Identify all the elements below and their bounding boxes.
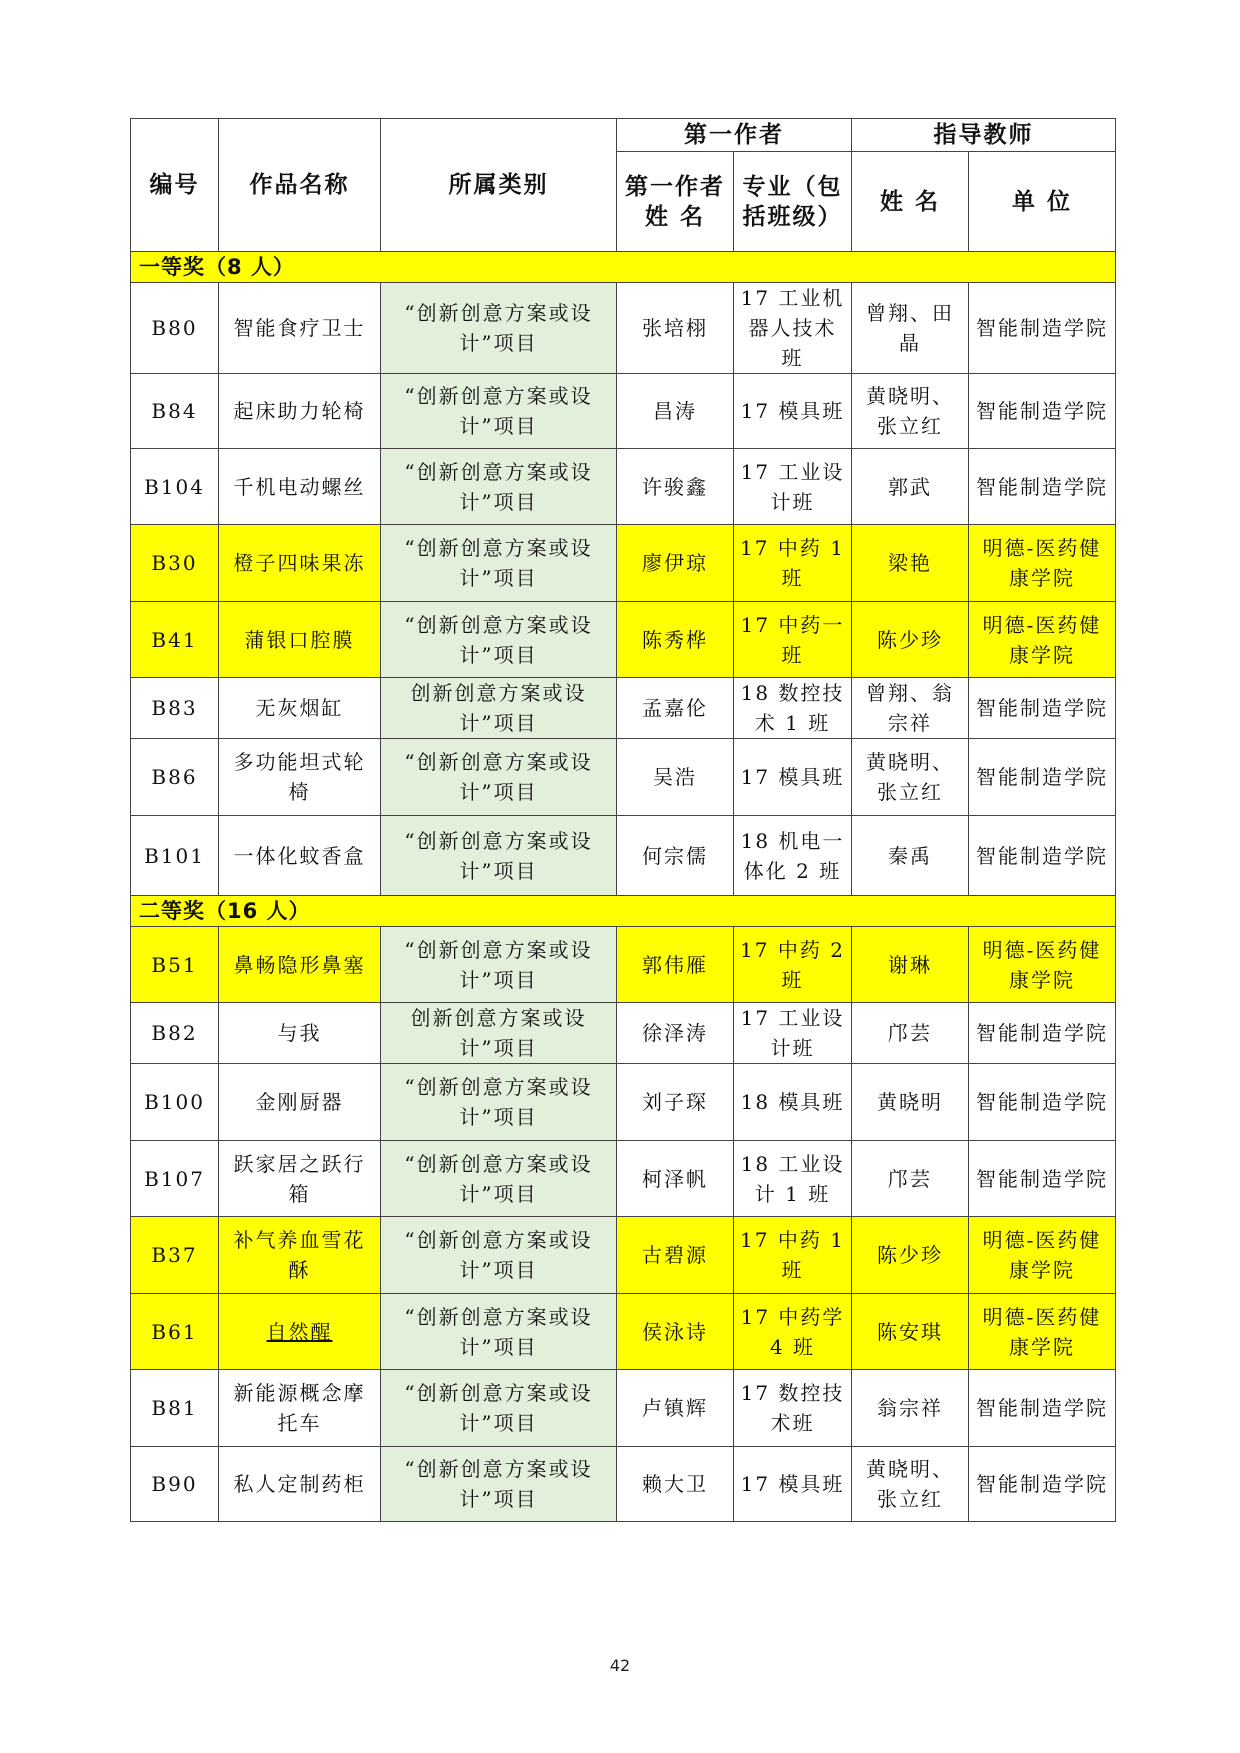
cell-author-text: 古碧源 (642, 1243, 708, 1267)
cell-work-name-text: 鼻畅隐形鼻塞 (233, 952, 366, 977)
cell-category-text: “创新创意方案或设计”项目 (404, 1228, 593, 1282)
cell-advisor (852, 1370, 969, 1447)
cell-advisor (852, 1141, 969, 1217)
cell-code-text: B41 (151, 627, 198, 652)
cell-major-text: 17 中药一班 (740, 612, 845, 667)
cell-author (617, 283, 734, 374)
cell-advisor (852, 602, 969, 678)
cell-code (131, 1294, 219, 1370)
section-label: 一等奖（8 人） (131, 252, 1116, 283)
cell-advisor (852, 1064, 969, 1141)
cell-category-text: “创新创意方案或设计”项目 (404, 937, 593, 992)
cell-category (381, 1370, 617, 1447)
cell-work-name-text: 蒲银口腔膜 (244, 627, 355, 652)
cell-author-text: 何宗儒 (642, 843, 708, 868)
cell-advisor-text: 陈安琪 (877, 1319, 943, 1344)
cell-advisor-text: 翁宗祥 (877, 1396, 943, 1420)
cell-unit-text: 明德-医药健康学院 (982, 536, 1102, 590)
cell-work-name (219, 1141, 381, 1217)
cell-author-text: 侯泳诗 (642, 1319, 708, 1344)
cell-advisor-text: 陈少珍 (877, 627, 943, 652)
cell-work-name (219, 1217, 381, 1294)
cell-category-text: “创新创意方案或设计”项目 (404, 301, 593, 355)
cell-author (617, 1141, 734, 1217)
cell-unit-text: 智能制造学院 (976, 474, 1108, 499)
cell-code-text: B80 (151, 316, 198, 340)
cell-code-text: B104 (144, 474, 205, 499)
cell-major (734, 927, 852, 1003)
cell-category-text: “创新创意方案或设计”项目 (404, 612, 593, 667)
cell-author (617, 678, 734, 739)
cell-major (734, 1447, 852, 1522)
cell-work-name (219, 374, 381, 449)
table-row (131, 449, 1116, 525)
cell-unit (969, 1294, 1116, 1370)
cell-category (381, 1294, 617, 1370)
cell-unit (969, 374, 1116, 449)
cell-unit-text: 智能制造学院 (976, 399, 1108, 423)
cell-category (381, 739, 617, 816)
cell-category (381, 602, 617, 678)
cell-work-name (219, 1447, 381, 1522)
table-header (131, 119, 1116, 252)
table-row (131, 1217, 1116, 1294)
cell-code-text: B61 (151, 1319, 198, 1344)
cell-work-name-text: 私人定制药柜 (233, 1472, 366, 1496)
header-unit: 单 位 (969, 152, 1116, 252)
cell-category-text: “创新创意方案或设计”项目 (404, 1075, 593, 1129)
cell-author-text: 刘子琛 (642, 1090, 708, 1114)
cell-category-text: “创新创意方案或设计”项目 (404, 536, 593, 590)
table-row (131, 1370, 1116, 1447)
cell-major-text: 17 工业设计班 (740, 459, 845, 514)
cell-work-name-text: 补气养血雪花酥 (233, 1228, 366, 1282)
cell-major (734, 739, 852, 816)
cell-advisor (852, 449, 969, 525)
cell-code-text: B30 (151, 551, 198, 575)
cell-work-name (219, 602, 381, 678)
cell-advisor (852, 739, 969, 816)
cell-code-text: B83 (151, 696, 198, 720)
cell-advisor-text: 黄晓明 (877, 1090, 943, 1114)
cell-advisor-text: 陈少珍 (877, 1243, 943, 1267)
table-row (131, 1447, 1116, 1522)
table-body (131, 252, 1116, 1522)
cell-unit-text: 智能制造学院 (976, 1021, 1108, 1045)
cell-unit (969, 1447, 1116, 1522)
cell-work-name-text: 多功能坦式轮椅 (233, 750, 366, 804)
cell-advisor-text: 梁艳 (888, 551, 932, 575)
cell-unit-text: 明德-医药健康学院 (982, 1304, 1102, 1359)
cell-unit-text: 智能制造学院 (976, 1396, 1108, 1420)
cell-author-text: 卢镇辉 (642, 1396, 708, 1420)
table-row (131, 525, 1116, 602)
cell-advisor (852, 374, 969, 449)
cell-major-text: 18 机电一体化 2 班 (740, 828, 845, 883)
cell-work-name-text: 起床助力轮椅 (233, 399, 366, 423)
cell-author-text: 郭伟雁 (642, 952, 708, 977)
table-row (131, 1064, 1116, 1141)
cell-unit (969, 927, 1116, 1003)
cell-unit (969, 525, 1116, 602)
cell-work-name-text: 金刚厨器 (255, 1090, 344, 1114)
cell-major (734, 678, 852, 739)
cell-major (734, 1370, 852, 1447)
cell-author-text: 陈秀桦 (642, 627, 708, 652)
cell-major-text: 17 工业设计班 (740, 1006, 845, 1060)
cell-major-text: 17 工业机器人技术班 (740, 286, 845, 370)
cell-author-text: 孟嘉伦 (642, 696, 708, 720)
table-row (131, 1003, 1116, 1064)
cell-advisor (852, 1447, 969, 1522)
cell-advisor-text: 邝芸 (888, 1021, 932, 1045)
cell-unit (969, 1064, 1116, 1141)
cell-major (734, 1064, 852, 1141)
cell-author (617, 739, 734, 816)
cell-author (617, 816, 734, 896)
cell-work-name-text: 跃家居之跃行箱 (233, 1151, 366, 1206)
cell-advisor (852, 927, 969, 1003)
cell-major-text: 18 模具班 (740, 1090, 845, 1114)
cell-work-name-text: 无灰烟缸 (255, 696, 344, 720)
cell-code (131, 374, 219, 449)
table-row (131, 374, 1116, 449)
cell-major (734, 1217, 852, 1294)
cell-advisor (852, 1217, 969, 1294)
cell-category (381, 678, 617, 739)
header-advisor: 指导教师 (852, 119, 1116, 152)
cell-work-name (219, 1003, 381, 1064)
cell-category (381, 1217, 617, 1294)
table-row (131, 816, 1116, 896)
cell-category (381, 1064, 617, 1141)
header-code: 编号 (131, 119, 219, 252)
cell-unit-text: 智能制造学院 (976, 696, 1108, 720)
cell-code (131, 739, 219, 816)
cell-unit (969, 1217, 1116, 1294)
cell-work-name-text: 新能源概念摩托车 (233, 1381, 366, 1435)
cell-code (131, 525, 219, 602)
cell-category (381, 525, 617, 602)
table-row (131, 678, 1116, 739)
cell-unit-text: 明德-医药健康学院 (982, 937, 1102, 992)
cell-unit (969, 816, 1116, 896)
cell-unit (969, 1370, 1116, 1447)
cell-category-text: “创新创意方案或设计”项目 (404, 459, 593, 514)
cell-major-text: 17 模具班 (740, 1472, 845, 1496)
cell-major (734, 816, 852, 896)
awards-table (130, 118, 1116, 1522)
cell-unit-text: 明德-医药健康学院 (982, 612, 1102, 667)
cell-work-name-text: 一体化蚊香盒 (233, 843, 366, 868)
cell-major (734, 374, 852, 449)
cell-author (617, 1447, 734, 1522)
cell-advisor (852, 1294, 969, 1370)
cell-major-text: 18 数控技术 1 班 (740, 681, 845, 735)
cell-category (381, 927, 617, 1003)
cell-advisor (852, 525, 969, 602)
cell-category (381, 1003, 617, 1064)
cell-category (381, 374, 617, 449)
cell-work-name (219, 1064, 381, 1141)
cell-work-name-text: 千机电动螺丝 (233, 474, 366, 499)
cell-major-text: 17 模具班 (740, 765, 845, 789)
cell-author (617, 1003, 734, 1064)
cell-author-text: 徐泽涛 (642, 1021, 708, 1045)
cell-unit (969, 283, 1116, 374)
table-row (131, 739, 1116, 816)
header-name: 作品名称 (219, 119, 381, 252)
cell-code-text: B51 (151, 952, 198, 977)
cell-work-name (219, 739, 381, 816)
cell-category-text: 创新创意方案或设计”项目 (410, 1006, 587, 1060)
cell-major (734, 525, 852, 602)
cell-advisor-text: 秦禹 (888, 843, 932, 868)
cell-unit (969, 1003, 1116, 1064)
table-row (131, 283, 1116, 374)
cell-code-text: B100 (144, 1090, 205, 1114)
cell-code-text: B37 (151, 1243, 198, 1267)
cell-unit-text: 智能制造学院 (976, 1166, 1108, 1191)
cell-category-text: “创新创意方案或设计”项目 (404, 1457, 593, 1511)
cell-author-text: 昌涛 (653, 399, 697, 423)
cell-category-text: “创新创意方案或设计”项目 (404, 384, 593, 438)
cell-category-text: “创新创意方案或设计”项目 (404, 1304, 593, 1359)
cell-major-text: 17 中药 1 班 (740, 1228, 845, 1282)
cell-category (381, 283, 617, 374)
cell-work-name-text: 与我 (277, 1021, 322, 1045)
cell-work-name-text: 智能食疗卫士 (233, 316, 366, 340)
cell-major (734, 602, 852, 678)
cell-author (617, 449, 734, 525)
cell-major-text: 18 工业设计 1 班 (740, 1151, 845, 1206)
cell-author (617, 1064, 734, 1141)
section-row (131, 252, 1116, 283)
cell-code (131, 1003, 219, 1064)
cell-advisor (852, 1003, 969, 1064)
page-number: 42 (609, 1656, 631, 1675)
cell-author (617, 374, 734, 449)
cell-work-name (219, 449, 381, 525)
cell-advisor-text: 黄晓明、张立红 (866, 384, 954, 438)
cell-author-text: 吴浩 (653, 765, 697, 789)
cell-advisor (852, 678, 969, 739)
cell-unit (969, 602, 1116, 678)
cell-unit-text: 智能制造学院 (976, 765, 1108, 789)
cell-major (734, 1141, 852, 1217)
section-row (131, 896, 1116, 927)
cell-author (617, 1370, 734, 1447)
cell-code-text: B90 (151, 1472, 198, 1496)
cell-major-text: 17 数控技术班 (740, 1381, 845, 1435)
cell-code (131, 1447, 219, 1522)
cell-major-text: 17 模具班 (740, 399, 845, 423)
cell-code-text: B84 (151, 399, 198, 423)
cell-category (381, 1447, 617, 1522)
cell-code (131, 449, 219, 525)
cell-major (734, 1003, 852, 1064)
cell-author (617, 1217, 734, 1294)
table-row (131, 1141, 1116, 1217)
cell-unit (969, 739, 1116, 816)
cell-code (131, 283, 219, 374)
cell-work-name (219, 1294, 381, 1370)
cell-work-name (219, 678, 381, 739)
cell-unit (969, 678, 1116, 739)
table-row (131, 602, 1116, 678)
cell-author (617, 602, 734, 678)
cell-code (131, 1217, 219, 1294)
cell-category-text: “创新创意方案或设计”项目 (404, 1381, 593, 1435)
cell-work-name (219, 927, 381, 1003)
cell-unit-text: 智能制造学院 (976, 316, 1108, 340)
cell-major (734, 283, 852, 374)
cell-author (617, 525, 734, 602)
cell-work-name (219, 525, 381, 602)
cell-work-name (219, 1370, 381, 1447)
cell-author (617, 1294, 734, 1370)
cell-code-text: B107 (144, 1166, 205, 1191)
cell-advisor-text: 邝芸 (888, 1166, 932, 1191)
header-category: 所属类别 (381, 119, 617, 252)
cell-advisor-text: 曾翔、翁宗祥 (866, 681, 954, 735)
cell-advisor (852, 816, 969, 896)
cell-code-text: B86 (151, 765, 198, 789)
cell-category-text: 创新创意方案或设计”项目 (410, 681, 587, 735)
cell-work-name-text: 自然醒 (266, 1319, 333, 1344)
section-label: 二等奖（16 人） (131, 896, 1116, 927)
cell-category (381, 816, 617, 896)
cell-code (131, 1370, 219, 1447)
cell-unit-text: 智能制造学院 (976, 843, 1108, 868)
cell-major-text: 17 中药 1 班 (740, 536, 845, 590)
cell-author-text: 赖大卫 (642, 1472, 708, 1496)
cell-code (131, 602, 219, 678)
cell-code (131, 816, 219, 896)
header-major: 专业（包括班级） (734, 152, 852, 252)
cell-unit (969, 449, 1116, 525)
cell-unit (969, 1141, 1116, 1217)
cell-major-text: 17 中药 2 班 (740, 937, 845, 992)
cell-author-text: 柯泽帆 (642, 1166, 708, 1191)
cell-work-name (219, 816, 381, 896)
cell-advisor-text: 曾翔、田晶 (866, 301, 954, 355)
cell-unit-text: 智能制造学院 (976, 1472, 1108, 1496)
cell-advisor-text: 谢琳 (888, 952, 932, 977)
cell-major (734, 449, 852, 525)
cell-author-text: 许骏鑫 (642, 474, 708, 499)
cell-advisor (852, 283, 969, 374)
cell-work-name-text: 橙子四味果冻 (233, 551, 366, 575)
cell-advisor-text: 郭武 (888, 474, 932, 499)
cell-unit-text: 智能制造学院 (976, 1090, 1108, 1114)
cell-category (381, 1141, 617, 1217)
cell-author (617, 927, 734, 1003)
cell-code (131, 927, 219, 1003)
cell-advisor-text: 黄晓明、张立红 (866, 750, 954, 804)
cell-code (131, 1064, 219, 1141)
table-row (131, 927, 1116, 1003)
cell-category-text: “创新创意方案或设计”项目 (404, 750, 593, 804)
cell-code (131, 678, 219, 739)
header-first-author: 第一作者 (617, 119, 852, 152)
cell-advisor-text: 黄晓明、张立红 (866, 1457, 954, 1511)
cell-category-text: “创新创意方案或设计”项目 (404, 828, 593, 883)
cell-code (131, 1141, 219, 1217)
cell-code-text: B81 (151, 1396, 198, 1420)
header-advisor-name: 姓 名 (852, 152, 969, 252)
cell-category (381, 449, 617, 525)
cell-author-text: 张培栩 (642, 316, 708, 340)
cell-code-text: B101 (144, 843, 205, 868)
header-author-name: 第一作者姓 名 (617, 152, 734, 252)
cell-major-text: 17 中药学 4 班 (740, 1304, 845, 1359)
cell-work-name (219, 283, 381, 374)
cell-major (734, 1294, 852, 1370)
cell-category-text: “创新创意方案或设计”项目 (404, 1151, 593, 1206)
cell-author-text: 廖伊琼 (642, 551, 708, 575)
table-row (131, 1294, 1116, 1370)
cell-unit-text: 明德-医药健康学院 (982, 1228, 1102, 1282)
cell-code-text: B82 (151, 1021, 198, 1045)
